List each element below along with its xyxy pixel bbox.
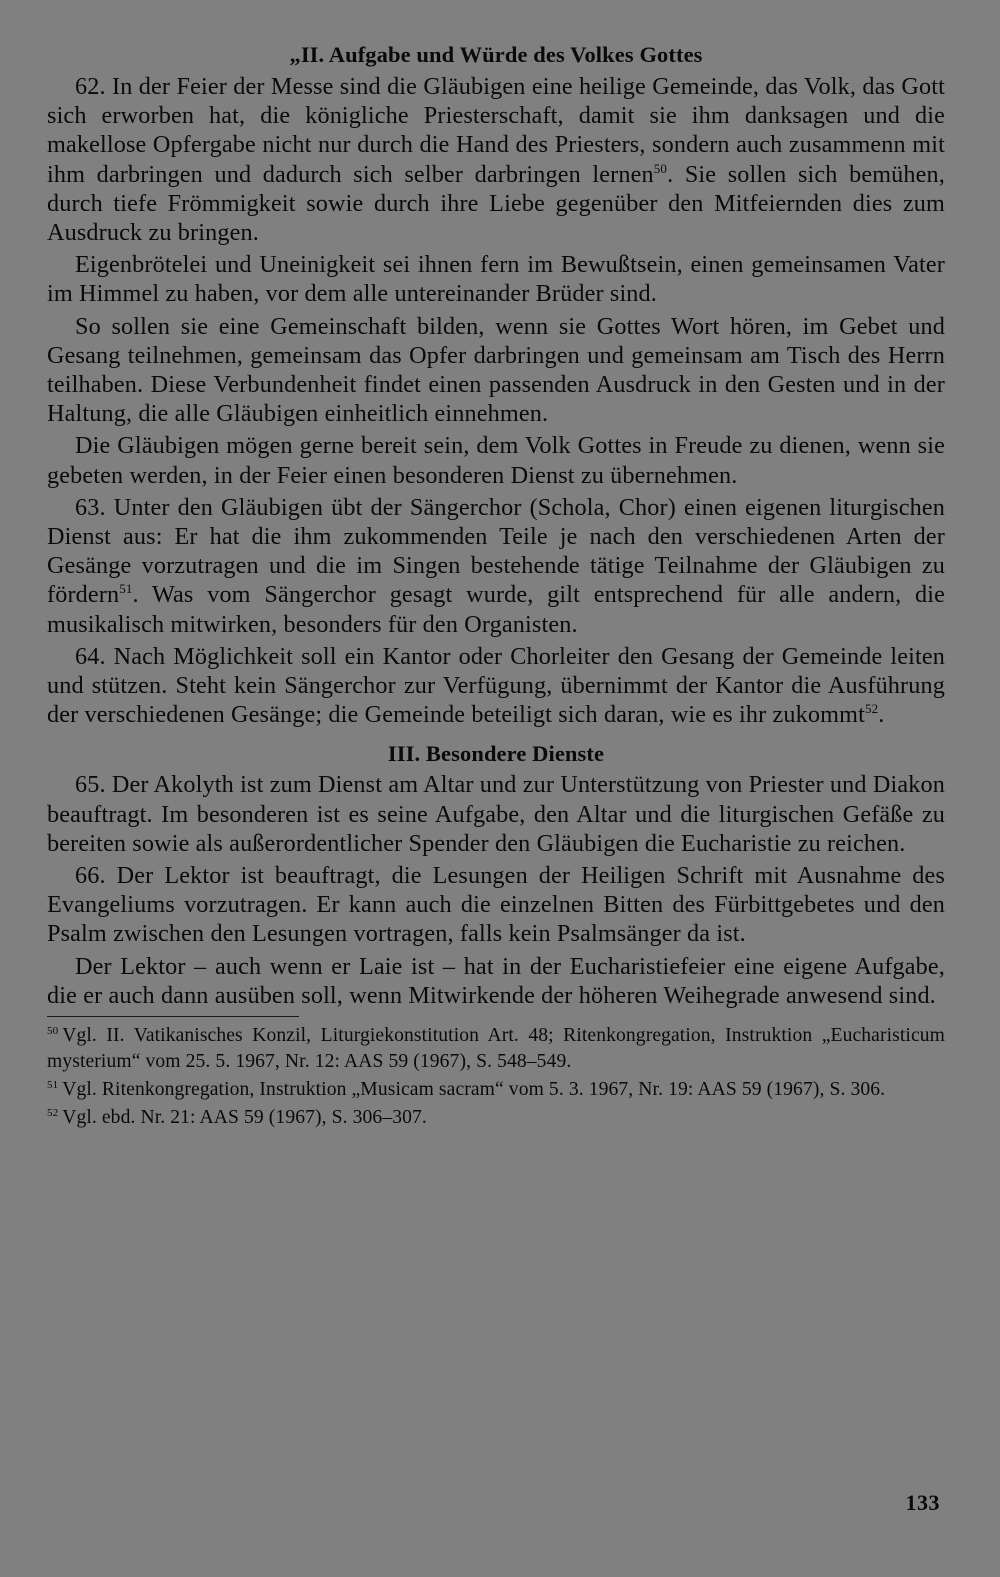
paragraph-62 — [47, 72, 945, 247]
page-body — [47, 40, 945, 1133]
paragraph-gemeinschaft: So sollen sie eine Gemeinschaft bilden, wenn sie Gottes Wort hören, im Gebet und Gesang teilnehmen, gemeinsam das Opfer darbringen und gemeinsam am Tisch des Herrn teilhaben. Diese Verbundenheit findet einen passenden Ausdruck in den Gesten und in der Haltung, die alle Gläubigen einheitlich einnehmen. — [47, 312, 945, 428]
paragraph-dienst: Die Gläubigen mögen gerne bereit sein, dem Volk Gottes in Freude zu dienen, wenn sie gebeten werden, in der Feier einen besonderen Dienst zu übernehmen. — [47, 432, 945, 489]
section-heading-2: „II. Aufgabe und Würde des Volkes Gottes — [289, 42, 703, 67]
paragraph-63 — [47, 493, 945, 639]
paragraph-text: 63. Unter den Gläubigen übt der Sängerchor (Schola, Chor) einen eigenen liturgischen Dienst aus: Er hat die ihm zukommenden Teile je nach den verschiedenen Arten der Gesänge vorzutragen und die im Singen bestehende tätige Teilnahme der Gläubigen zu fördern — [47, 493, 945, 609]
paragraph-eigenbroetelei: Eigenbrötelei und Uneinigkeit sei ihnen fern im Bewußtsein, einen gemeinsamen Vater im Himmel zu haben, vor dem alle untereinander Brüder sind. — [47, 251, 945, 308]
footnote-ref-50: 50 — [653, 160, 668, 176]
footnote-ref-51: 51 — [119, 581, 133, 597]
section-heading-3: III. Besondere Dienste — [387, 741, 605, 767]
footnote-text: Vgl. ebd. Nr. 21: AAS 59 (1967), S. 306–307. — [62, 1107, 427, 1129]
paragraph-text: 64. Nach Möglichkeit soll ein Kantor oder Chorleiter den Gesang der Gemeinde leiten und stützen. Steht kein Sängerchor zur Verfügung, übernimmt der Kantor die Ausführung der verschiedenen Gesänge; die Gemeinde beteiligt sich daran, wie es ihr zukommt — [47, 642, 945, 729]
footnote-52 — [47, 1105, 945, 1131]
paragraph-text-tail: . — [878, 701, 885, 729]
footnotes — [47, 1023, 945, 1131]
paragraph-65: 65. Der Akolyth ist zum Dienst am Altar und zur Unterstützung von Priester und Diakon beauftragt. Im besonderen ist es seine Aufgabe, den Altar und die liturgischen Gefäße zu bereiten sowie als außerordentlicher Spender den Gläubigen die Eucharistie zu reichen. — [47, 771, 945, 857]
paragraph-66: 66. Der Lektor ist beauftragt, die Lesungen der Heiligen Schrift mit Ausnahme des Evangeliums vorzutragen. Er kann auch die einzelnen Bitten des Fürbittgebetes und den Psalm zwischen den Lesungen vortragen, falls kein Psalmsänger da ist. — [47, 862, 945, 948]
paragraph-text: 62. In der Feier der Messe sind die Gläubigen eine heilige Gemeinde, das Volk, das Gott sich erworben hat, die königliche Priesterschaft, damit sie ihm danksagen und die makellose Opfergabe nicht nur durch die Hand des Priesters, sondern auch zusammenn mit ihm darbringen und dadurch sich selber darbringen lernen — [47, 73, 945, 188]
footnote-divider — [47, 1016, 299, 1017]
paragraph-64 — [47, 642, 945, 730]
footnote-text: Vgl. II. Vatikanisches Konzil, Liturgiekonstitution Art. 48; Ritenkongregation, Instruktion „Eucharisticum mysterium“ vom 25. 5. 1967, Nr. 12: AAS 59 (1967), S. 548–549. — [47, 1025, 945, 1073]
footnote-text: Vgl. Ritenkongregation, Instruktion „Musicam sacram“ vom 5. 3. 1967, Nr. 19: AAS 59 (1967), S. 306. — [62, 1079, 886, 1101]
footnote-number: 51 — [47, 1079, 59, 1092]
paragraph-text-tail: . Was vom Sängerchor gesagt wurde, gilt entsprechend für alle andern, die musikalisch mitwirken, besonders für den Organisten. — [47, 581, 945, 638]
footnote-50 — [47, 1023, 945, 1075]
paragraph-lektor: Der Lektor – auch wenn er Laie ist – hat in der Eucharistiefeier eine eigene Aufgabe, die er auch dann ausüben soll, wenn Mitwirkende der höheren Weihegrade anwesend sind. — [47, 952, 945, 1009]
footnote-number: 50 — [47, 1025, 59, 1038]
footnote-51 — [47, 1077, 945, 1103]
footnote-ref-52: 52 — [864, 701, 879, 717]
page-number: 133 — [905, 1490, 940, 1515]
paragraph-text-tail: . Sie sollen sich bemühen, durch tiefe Frömmigkeit sowie durch ihre Liebe gegenüber den Mitfeiernden dies zum Ausdruck zu bringen. — [47, 160, 945, 247]
footnote-number: 52 — [47, 1107, 59, 1120]
